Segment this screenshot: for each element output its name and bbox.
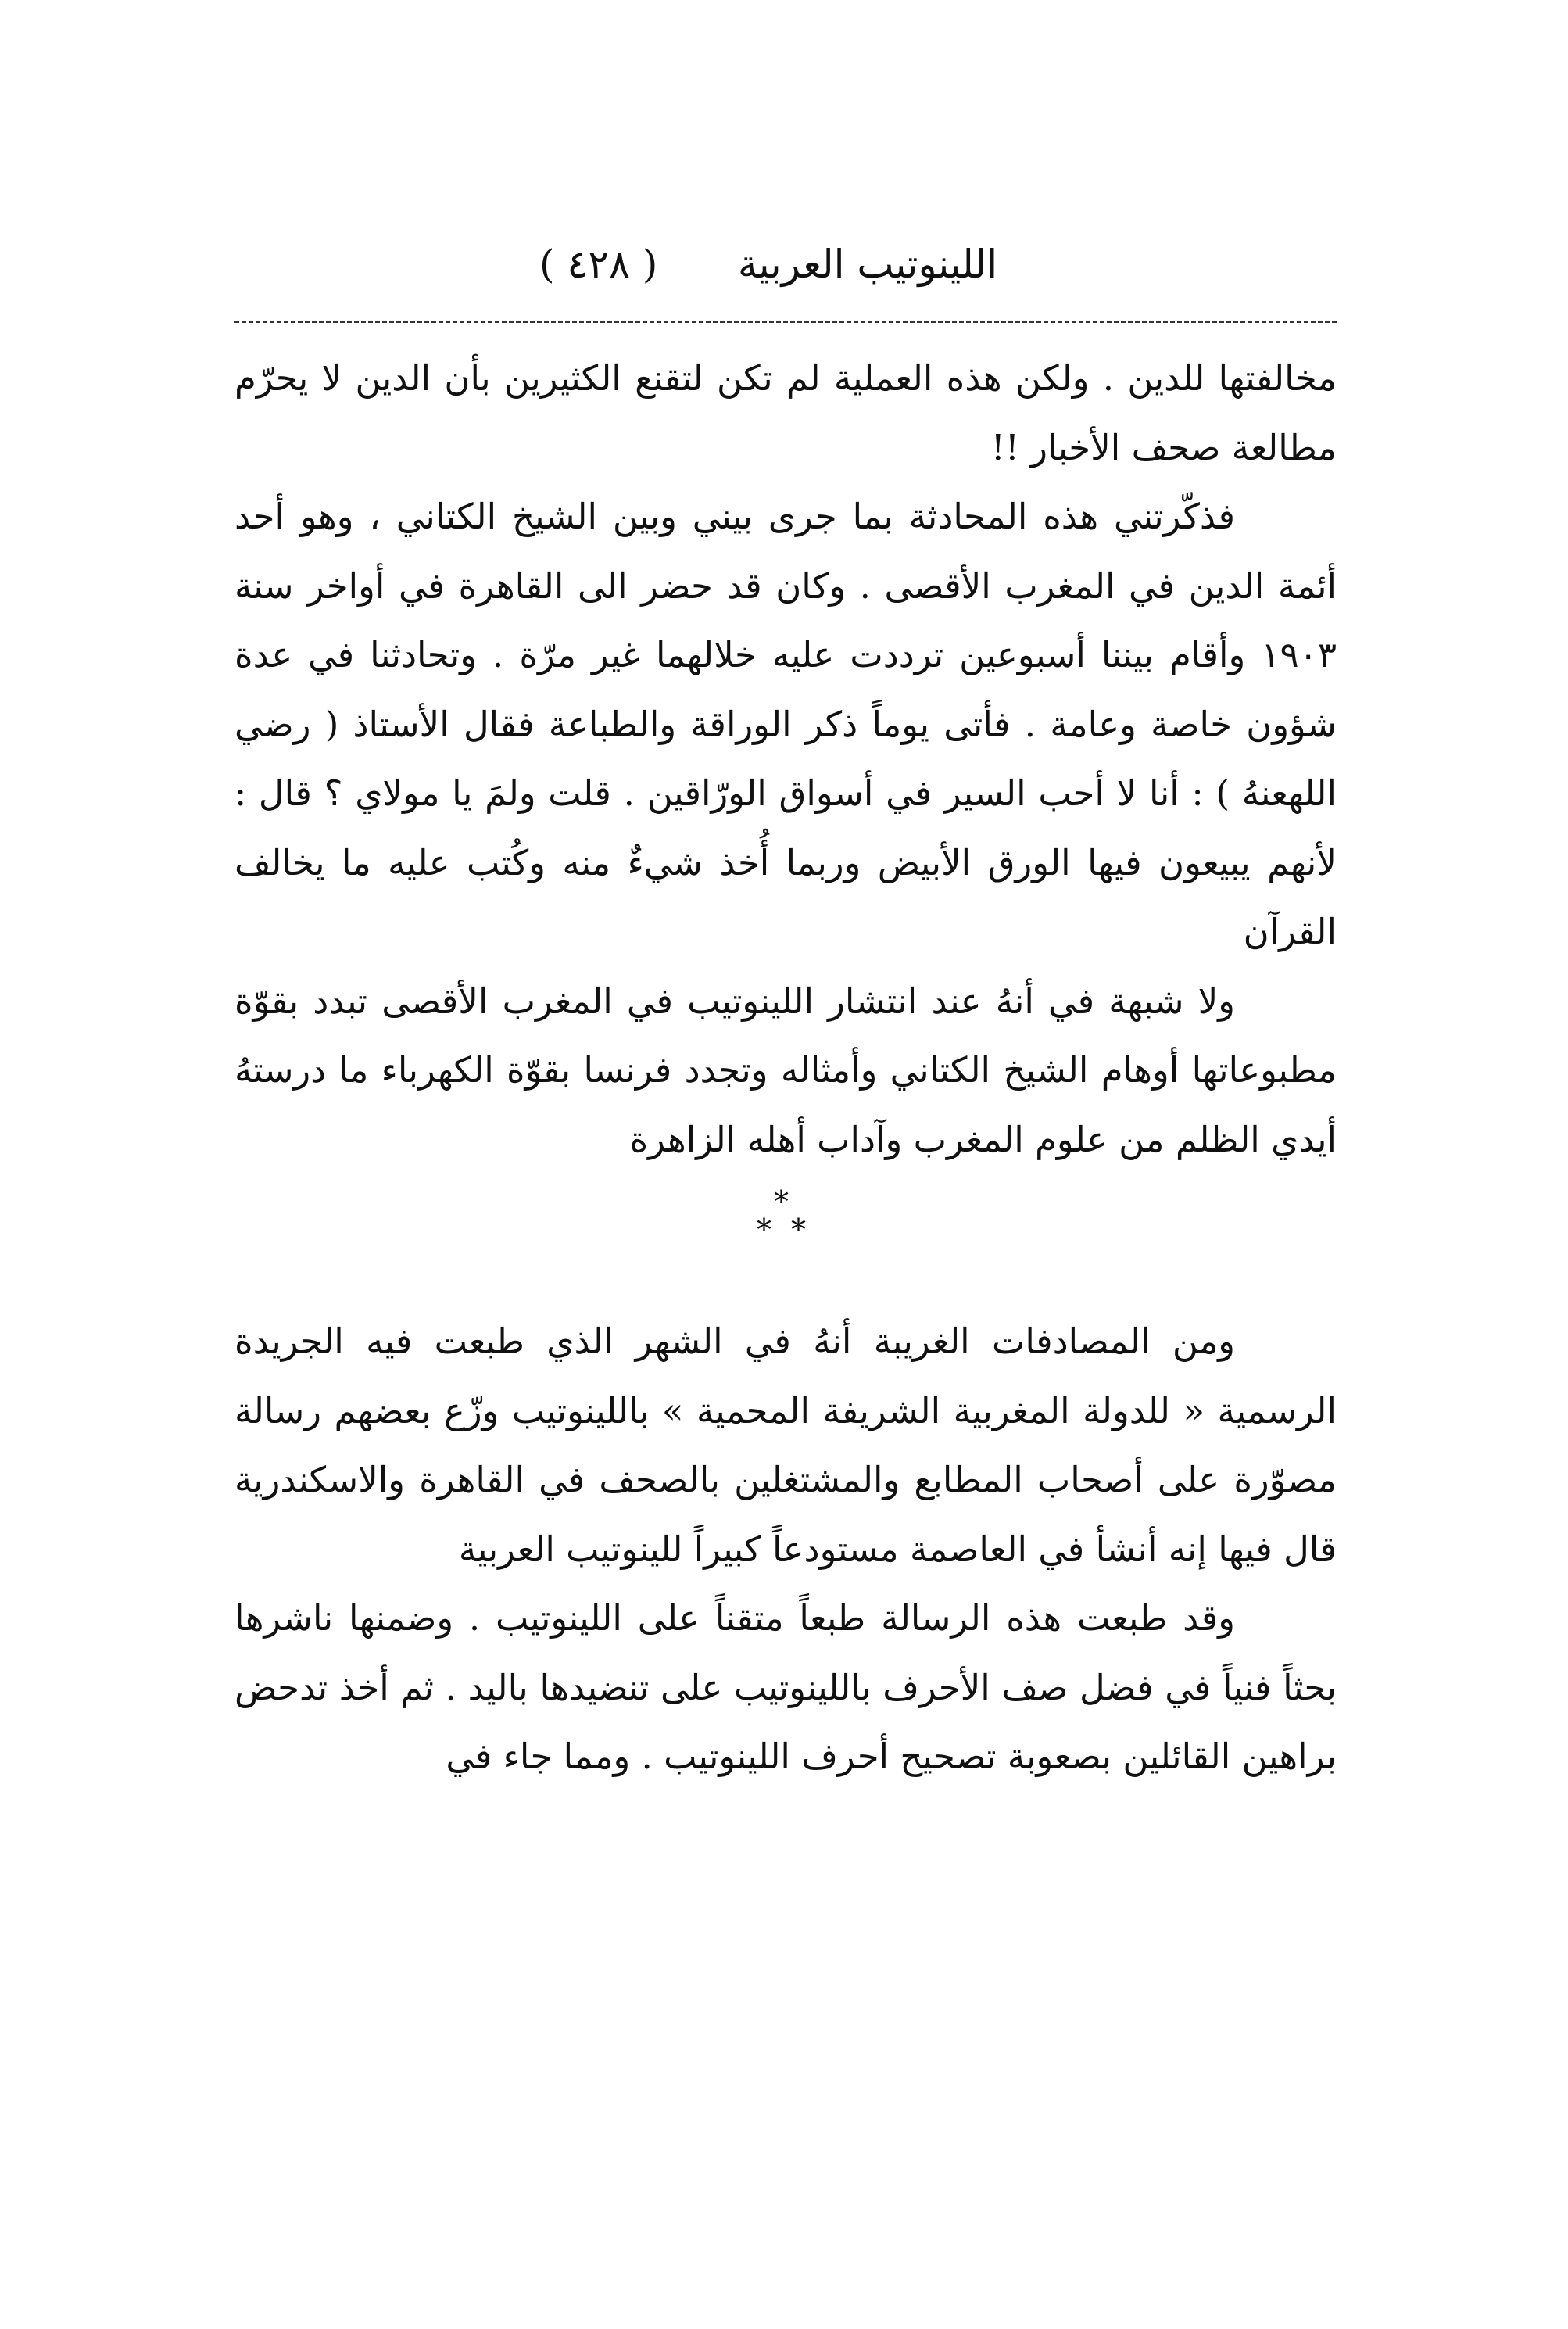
body-text (234, 344, 1337, 1792)
header-rule (234, 321, 1337, 323)
paragraph-5: وقد طبعت هذه الرسالة طبعاً متقناً على اللينوتيب . وضمنها ناشرها بحثاً فنياً في فضل صف الأحرف باللينوتيب على تنضيدها باليد . ثم أخذ تدحض براهين القائلين بصعوبة تصحيح أحرف اللينوتيب . ومما جاء في (234, 1597, 1337, 1777)
page-number: ( ٤٢٨ ) (539, 242, 658, 287)
document-page (234, 235, 1337, 1777)
asterisk-right: * (791, 1213, 806, 1247)
running-title: اللينوتيب العربية (737, 242, 998, 287)
asterisk-top: * (774, 1184, 789, 1219)
paragraph-4: ومن المصادفات الغريبة أنهُ في الشهر الذي طبعت فيه الجريدة الرسمية « للدولة المغربية الشريفة المحمية » باللينوتيب وزّع بعضهم رسالة مصوّرة على أصحاب المطابع والمشتغلين بالصحف في القاهرة والاسكندرية قال فيها إنه أنشأ في العاصمة مستودعاً كبيراً للينوتيب العربية (234, 1320, 1337, 1570)
asterism-icon (750, 1184, 821, 1257)
asterisk-left: * (757, 1213, 771, 1247)
paragraph-1: مخالفتها للدين . ولكن هذه العملية لم تكن لتقنع الكثيرين بأن الدين لا يحرّم مطالعة صحف الأخبار !! (234, 357, 1337, 468)
section-separator (234, 1174, 1337, 1307)
page-header (234, 235, 1337, 303)
paragraph-2: فذكّرتني هذه المحادثة بما جرى بيني وبين الشيخ الكتاني ، وهو أحد أئمة الدين في المغرب الأقصى . وكان قد حضر الى القاهرة في أواخر سنة ١٩٠٣ وأقام بيننا أسبوعين ترددت عليه خلالهما غير مرّة . وتحادثنا في عدة شؤون خاصة وعامة . فأتى يوماً ذكر الوراقة والطباعة فقال الأستاذ ( رضي اللهعنهُ ) : أنا لا أحب السير في أسواق الورّاقين . قلت ولمَ يا مولاي ؟ قال : لأنهم يبيعون فيها الورق الأبيض وربما أُخذ شيءٌ منه وكُتب عليه ما يخالف القرآن (234, 496, 1337, 952)
paragraph-3: ولا شبهة في أنهُ عند انتشار اللينوتيب في المغرب الأقصى تبدد بقوّة مطبوعاتها أوهام الشيخ الكتاني وأمثاله وتجدد فرنسا بقوّة الكهرباء ما درستهُ أيدي الظلم من علوم المغرب وآداب أهله الزاهرة (234, 980, 1337, 1160)
